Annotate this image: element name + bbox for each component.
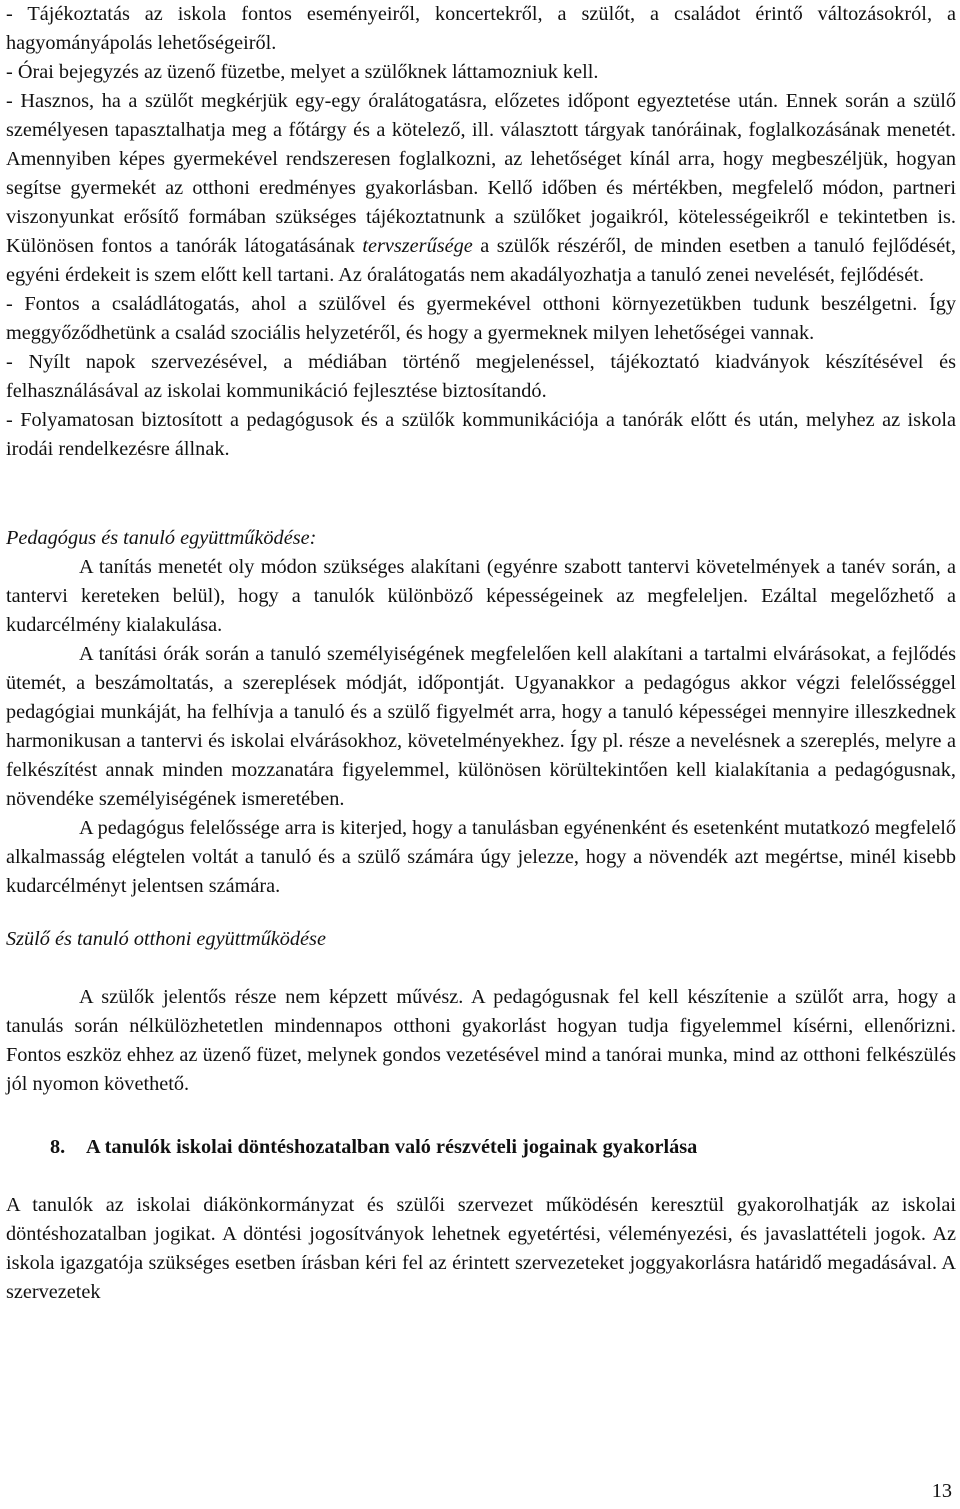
section-heading-dontes bbox=[6, 1133, 956, 1162]
paragraph-oralatogatas-part1: - Hasznos, ha a szülőt megkérjük egy-egy óralátogatásra, előzetes időpont egyeztetése után. Ennek során a szülő személyesen tapasztalhatja meg a főtárgy és a kötelező, ill. választott tárgyak tanóráinak, foglalkozásának menetét. Amennyiben képes gyermekével rendszeresen foglalkozni, az lehetőséget kínál arra, hogy megbeszéljük, hogyan segítse gyermekét az otthoni eredményes gyakorlásban. Kellő időben és mértékben, megfelelő módon, partneri viszonyunkat erősítő formában szükséges tájékoztatnunk a szülőket jogaikról, kötelességeikről e tekintetben is. Különösen fontos a tanórák látogatásának bbox=[6, 90, 956, 257]
paragraph-szulok: A szülők jelentős része nem képzett művész. A pedagógusnak fel kell készítenie a szülőt arra, hogy a tanulás során nélkülözhetetlen mindennapos otthoni gyakorlást hogyan tudja figyelemmel kísérni, ellenőrizni. Fontos eszköz ehhez az üzenő füzet, melynek gondos vezetésével mind a tanórai munka, mind az otthoni felkészülés jól nyomon követhető. bbox=[6, 986, 956, 1095]
section-heading-pedagogus-tanulo: Pedagógus és tanuló együttműködése: bbox=[6, 527, 317, 549]
paragraph-oralatogatas-part2: a szülők részéről, de minden esetben a tanuló fejlődését, egyéni érdekeit is szem előtt kell tartani. Az óralátogatás nem akadályozhatja a tanuló zenei nevelését, fejlődését. bbox=[6, 235, 956, 286]
paragraph-oralatogatas bbox=[6, 87, 956, 290]
section-title: A tanulók iskolai döntéshozatalban való részvételi jogainak gyakorlása bbox=[86, 1136, 698, 1158]
document-page bbox=[6, 0, 956, 1509]
emphasis-tervszeruseg: tervszerűsége bbox=[362, 235, 473, 257]
spacer bbox=[6, 1162, 956, 1191]
spacer bbox=[6, 464, 956, 524]
spacer bbox=[6, 1099, 956, 1133]
paragraph-diakonkormanyzat: A tanulók az iskolai diákönkormányzat és szülői szervezet működésén keresztül gyakorolhatják az iskolai döntéshozatalban jogikat. A döntési jogosítványok lehetnek egyetértési, véleményezési, és javaslattételi jogok. Az iskola igazgatója szükséges esetben írásban kéri fel az érintett szervezeteket joggyakorlásra határidő megadásával. A szervezetek bbox=[6, 1194, 956, 1303]
paragraph-pedagogus-felelossege: A pedagógus felelőssége arra is kiterjed, hogy a tanulásban egyénenként és esetenként mutatkozó megfelelő alkalmasság elégtelen voltát a tanuló és a szülő számára úgy jelezze, hogy a növendék azt megértse, minél kisebb kudarcélményt jelentsen számára. bbox=[6, 817, 956, 897]
paragraph-kommunikacio: - Folyamatosan biztosított a pedagógusok és a szülők kommunikációja a tanórák előtt és után, melyhez az iskola irodái rendelkezésre állnak. bbox=[6, 409, 956, 460]
paragraph-tanitas-menete: A tanítás menetét oly módon szükséges alakítani (egyénre szabott tantervi követelmények a tanév során, a tantervi kereteken belül), hogy a tanulók különböző képességeinek az megfeleljen. Ezáltal megelőzhető a kudarcélmény kialakulása. bbox=[6, 556, 956, 636]
paragraph-nyilt-napok: - Nyílt napok szervezésével, a médiában történő megjelenéssel, tájékoztató kiadványok készítésével és felhasználásával az iskolai kommunikáció fejlesztése biztosítandó. bbox=[6, 351, 956, 402]
spacer bbox=[6, 901, 956, 925]
paragraph-tanitasi-orak: A tanítási órák során a tanuló személyiségének megfelelően kell alakítani a tartalmi elvárásokat, a fejlődés ütemét, a beszámoltatás, a szereplések módját, időpontját. Ugyanakkor a pedagógus akkor végzi felelősséggel pedagógiai munkáját, ha felhívja a tanuló és a szülő figyelmét arra, hogy a tanuló képességei mennyire illeszkednek harmonikusan a tantervi és iskolai elvárásokhoz, követelményekhez. Így pl. része a nevelésnek a szereplés, melyre a felkészítést annak minden mozzanatára figyelemmel, különösen körültekintően kell kialakítania a pedagógusnak, növendéke személyiségének ismeretében. bbox=[6, 643, 956, 810]
paragraph-orai-bejegyzes: - Órai bejegyzés az üzenő füzetbe, melyet a szülőknek láttamozniuk kell. bbox=[6, 61, 599, 83]
paragraph-tajekoztatas: - Tájékoztatás az iskola fontos eseményeiről, koncertekről, a szülőt, a családot érintő változásokról, a hagyományápolás lehetőségeiről. bbox=[6, 3, 956, 54]
spacer bbox=[6, 954, 956, 983]
section-heading-szulo-tanulo: Szülő és tanuló otthoni együttműködése bbox=[6, 928, 326, 950]
paragraph-csaladlatogatas: - Fontos a családlátogatás, ahol a szülővel és gyermekével otthoni környezetükben tudunk beszélgetni. Így meggyőződhetünk a család szociális helyzetéről, és hogy a gyermeknek milyen lehetőségei vannak. bbox=[6, 293, 956, 344]
page-number: 13 bbox=[931, 1480, 952, 1502]
section-number: 8. bbox=[50, 1136, 66, 1158]
